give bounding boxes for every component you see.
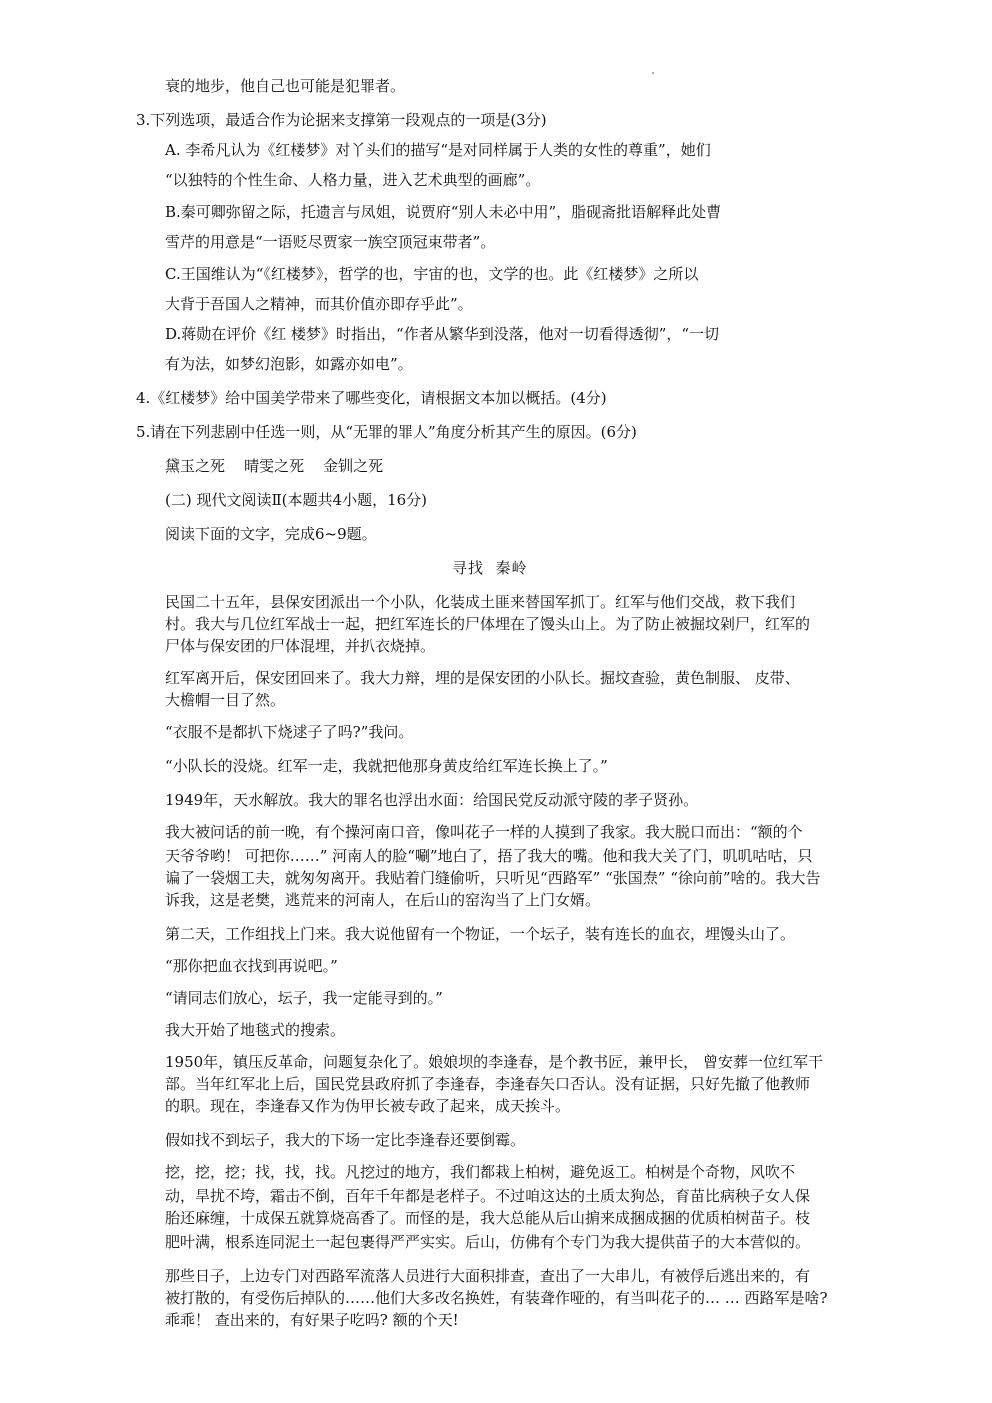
question-4-stem: 4.《红楼梦》给中国美学带来了哪些变化，请根据文本加以概括。(4分) [136, 389, 607, 407]
paragraph-13-line: 动，旱扰不垮，霜击不倒，百年千年都是老样子。不过咱这达的土质太狗怂，育苗比病秧子女人保 [165, 1187, 811, 1205]
paragraph-7: 第二天，工作组找上门来。我大说他留有一个物证，一个坛子，装有连长的血衣，埋馒头山了。 [165, 925, 796, 943]
paragraph-11-line: 的职。现在，李逢春又作为伪甲长被专政了起来，成天挨斗。 [165, 1097, 571, 1115]
section-instruction: 阅读下面的文字，完成6~9题。 [165, 525, 377, 543]
option-b-line-1: B.秦可卿弥留之际，托遗言与凤姐，说贾府“别人未必中用”，脂砚斋批语解释此处曹 [165, 203, 722, 221]
question-5-options: 黛玉之死 晴雯之死 金钏之死 [165, 457, 384, 475]
continuation-text: 衰的地步，他自己也可能是犯罪者。 [165, 77, 406, 95]
paragraph-6-line: 诉我，这是老樊，逃荒来的河南人，在后山的窑沟当了上门女婿。 [165, 891, 601, 909]
paragraph-5: 1949年，天水解放。我大的罪名也浮出水面：给国民党反动派守陵的孝子贤孙。 [165, 791, 699, 809]
paragraph-14-line: 被打散的，有受伤后掉队的……他们大多改名换姓，有装聋作哑的，有当叫花子的… … 西路军是啥? [165, 1289, 828, 1307]
paragraph-6-line: 我大被问话的前一晚，有个操河南口音，像叫花子一样的人摸到了我家。我大脱口而出：“额的个 [165, 823, 803, 841]
paragraph-1-line: 民国二十五年，县保安团派出一个小队，化装成土匪来替国军抓丁。红军与他们交战，救下我们 [165, 593, 796, 611]
speck-mark [652, 72, 654, 74]
option-d-line-1: D.蒋勋在评价《红 楼梦》时指出，“作者从繁华到没落，他对一切看得透彻”，“一切 [165, 325, 720, 343]
paragraph-10: 我大开始了地毯式的搜索。 [165, 1021, 346, 1039]
paragraph-13-line: 肥叶满，根系连同泥土一起包裹得严严实实。后山，仿佛有个专门为我大提供苗子的大本营似的。 [165, 1233, 811, 1251]
option-c-line-1: C.王国维认为“《红楼梦》，哲学的也，宇宙的也，文学的也。此《红楼梦》之所以 [165, 265, 699, 283]
paragraph-11-line: 部。当年红军北上后，国民党县政府抓了李逢春，李逢春矢口否认。没有证据，只好先撤了他教师 [165, 1075, 811, 1093]
paragraph-11-line: 1950年，镇压反革命，问题复杂化了。娘娘坝的李逢春，是个教书匠，兼甲长， 曾安葬一位红军干 [165, 1053, 823, 1071]
paragraph-6-line: 谝了一袋烟工夫，就匆匆离开。我贴着门缝偷听，只听见“西路军” “张国焘” “徐向前”啥的。我大告 [165, 869, 821, 887]
paragraph-6-line: 天爷爷哟！ 可把你……” 河南人的脸“唰”地白了，捂了我大的嘴。他和我大关了门，叽叽咕咕，只 [165, 847, 813, 865]
paragraph-14-line: 乖乖！ 查出来的，有好果子吃吗? 额的个天! [165, 1311, 459, 1329]
paragraph-4: “小队长的没烧。红军一走，我就把他那身黄皮给红军连长换上了。” [165, 757, 608, 775]
paragraph-14-line: 那些日子，上边专门对西路军流落人员进行大面积排查，查出了一大串儿，有被俘后逃出来的，有 [165, 1267, 811, 1285]
paragraph-2-line: 红军离开后，保安团回来了。我大力辩，埋的是保安团的小队长。掘坟查验，黄色制服、 皮带、 [165, 669, 800, 687]
option-c-line-2: 大背于吾国人之精神，而其价值亦即存乎此”。 [165, 295, 473, 313]
paragraph-3: “衣服不是都扒下烧逑子了吗?”我问。 [165, 723, 414, 741]
question-3-stem: 3.下列选项，最适合作为论据来支撑第一段观点的一项是(3分) [136, 111, 547, 129]
option-d-line-2: 有为法，如梦幻泡影，如露亦如电”。 [165, 355, 413, 373]
question-5-stem: 5.请在下列悲剧中任选一则，从“无罪的罪人”角度分析其产生的原因。(6分) [136, 423, 637, 441]
paragraph-13-line: 挖，挖，挖；找，找，找。凡挖过的地方，我们都栽上柏树，避免返工。柏树是个奇物，风吹不 [165, 1163, 796, 1181]
paragraph-1-line: 尸体与保安团的尸体混埋，并扒衣烧掉。 [165, 637, 436, 655]
section-heading: (二) 现代文阅读Ⅱ(本题共4小题，16分) [165, 491, 428, 509]
paragraph-8: “那你把血衣找到再说吧。” [165, 957, 338, 975]
paragraph-1-line: 村。我大与几位红军战士一起，把红军连长的尸体埋在了馒头山上。为了防止被掘坟剁尸，红军的 [165, 615, 811, 633]
paragraph-2-line: 大檐帽一目了然。 [165, 691, 286, 709]
option-b-line-2: 雪芹的用意是“一语贬尽贾家一族空顶冠束带者”。 [165, 233, 496, 251]
option-a-line-2: “以独特的个性生命、人格力量，进入艺术典型的画廊”。 [165, 171, 541, 189]
story-title: 寻找 秦岭 [452, 559, 528, 577]
option-a-line-1: A. 李希凡认为《红楼梦》对丫头们的描写“是对同样属于人类的女性的尊重”，她们 [165, 141, 711, 159]
paragraph-12: 假如找不到坛子，我大的下场一定比李逢春还要倒霉。 [165, 1131, 526, 1149]
paragraph-13-line: 胎还麻缠，十成保五就算烧高香了。而怪的是，我大总能从后山掮来成捆成捆的优质柏树苗子。枝 [165, 1209, 811, 1227]
paragraph-9: “请同志们放心，坛子，我一定能寻到的。” [165, 989, 443, 1007]
